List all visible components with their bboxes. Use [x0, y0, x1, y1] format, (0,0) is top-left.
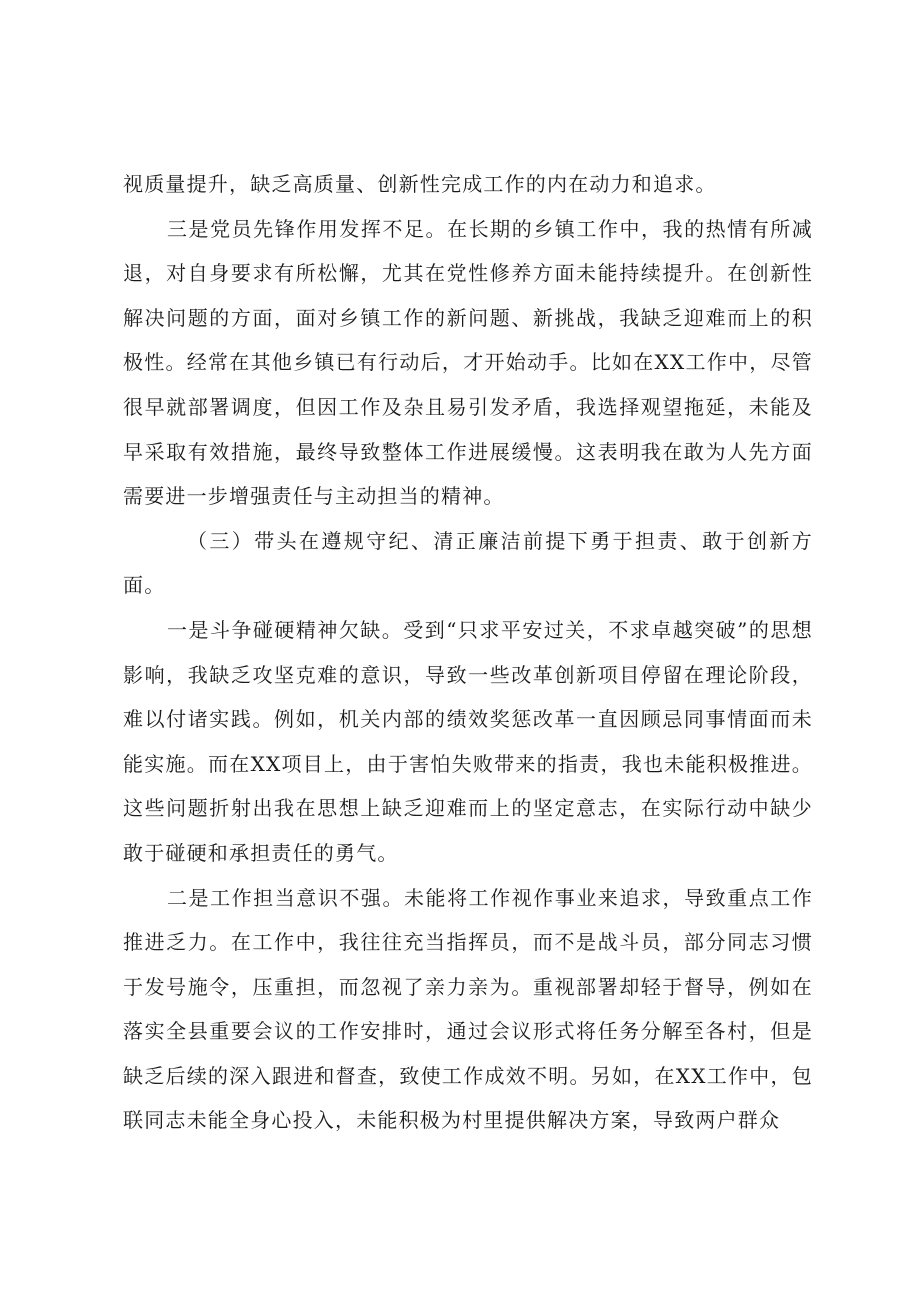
section-three-heading: （三）带头在遵规守纪、清正廉洁前提下勇于担责、敢于创新方面。 — [123, 528, 813, 598]
paragraph-point-two-responsibility: 二是工作担当意识不强。未能将工作视作事业来追求，导致重点工作推进乏力。在工作中，我往往充当指挥员，而不是战斗员，部分同志习惯于发号施令，压重担，而忽视了亲力亲为。重视部署却轻于督导，例如在落实全县重要会议的工作安排时，通过会议形式将任务分解至各村，但是缺乏后续的深入跟进和督查，致使工作成效不明。另如，在XX工作中，包联同志未能全身心投入，未能积极为村里提供解决方案，导致两户群众 — [123, 885, 813, 1133]
document-body — [123, 162, 813, 1143]
paragraph-continuation: 视质量提升，缺乏高质量、创新性完成工作的内在动力和追求。 — [123, 172, 717, 196]
paragraph-point-one-struggle: 一是斗争碰硬精神欠缺。受到“只求平安过关，不求卓越突破”的思想影响，我缺乏攻坚克难的意识，导致一些改革创新项目停留在理论阶段，难以付诸实践。例如，机关内部的绩效奖惩改革一直因顾忌同事情面而未能实施。而在XX项目上，由于害怕失败带来的指责，我也未能积极推进。这些问题折射出我在思想上缺乏迎难而上的坚定意志，在实际行动中缺少敢于碰硬和承担责任的勇气。 — [123, 617, 813, 865]
paragraph-point-three-pioneer: 三是党员先锋作用发挥不足。在长期的乡镇工作中，我的热情有所减退，对自身要求有所松懈，尤其在党性修养方面未能持续提升。在创新性解决问题的方面，面对乡镇工作的新问题、新挑战，我缺乏迎难而上的积极性。经常在其他乡镇已有行动后，才开始动手。比如在XX工作中，尽管很早就部署调度，但因工作及杂且易引发矛盾，我选择观望拖延，未能及早采取有效措施，最终导致整体工作进展缓慢。这表明我在敢为人先方面需要进一步增强责任与主动担当的精神。 — [123, 216, 813, 509]
